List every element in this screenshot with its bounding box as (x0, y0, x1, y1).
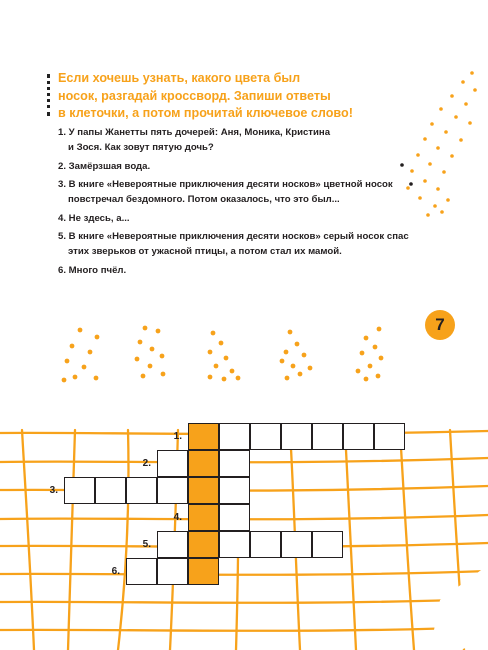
question-item (58, 159, 428, 174)
intro-text (58, 70, 353, 123)
question-text: 1. У папы Жанетты пять дочерей: Аня, Моника, Кристина (58, 127, 331, 138)
crossword-row-number: 3. (49, 485, 58, 496)
question-item (58, 263, 428, 278)
question-text-cont: и Зося. Как зовут пятую дочь? (68, 142, 214, 154)
crossword-row-number: 6. (111, 566, 120, 577)
intro-line: в клеточки, а потом прочитай ключевое слово! (58, 106, 353, 120)
question-item (58, 177, 428, 207)
question-text: 5. В книге «Невероятные приключения десяти носков» серый носок спас (58, 230, 409, 242)
question-list (58, 125, 428, 281)
page-number-badge: 7 (425, 310, 455, 340)
question-item (58, 125, 428, 155)
intro-line: носок, разгадай кроссворд. Запиши ответы (58, 88, 331, 103)
question-text: 2. Замёрзшая вода. (58, 160, 151, 172)
crossword-row-number: 1. (173, 431, 182, 442)
question-text: 3. В книге «Невероятные приключения десяти носков» цветной носок (58, 178, 393, 190)
question-text: 4. Не здесь, а... (58, 212, 130, 224)
question-item (58, 229, 428, 259)
question-text: 6. Много пчёл. (58, 264, 127, 276)
question-text-cont: повстречал бездомного. Потом оказалось, что это был... (68, 194, 340, 206)
question-text-cont: этих зверьков от ужасной птицы, а потом стал их мамой. (68, 246, 342, 258)
crossword-row-number: 2. (142, 458, 151, 469)
crossword-row-number: 5. (142, 539, 151, 550)
intro-line: Если хочешь узнать, какого цвета был (58, 71, 301, 85)
crossword-row-number: 4. (173, 512, 182, 523)
question-item (58, 211, 428, 226)
intro-dotted-marker (47, 74, 54, 116)
